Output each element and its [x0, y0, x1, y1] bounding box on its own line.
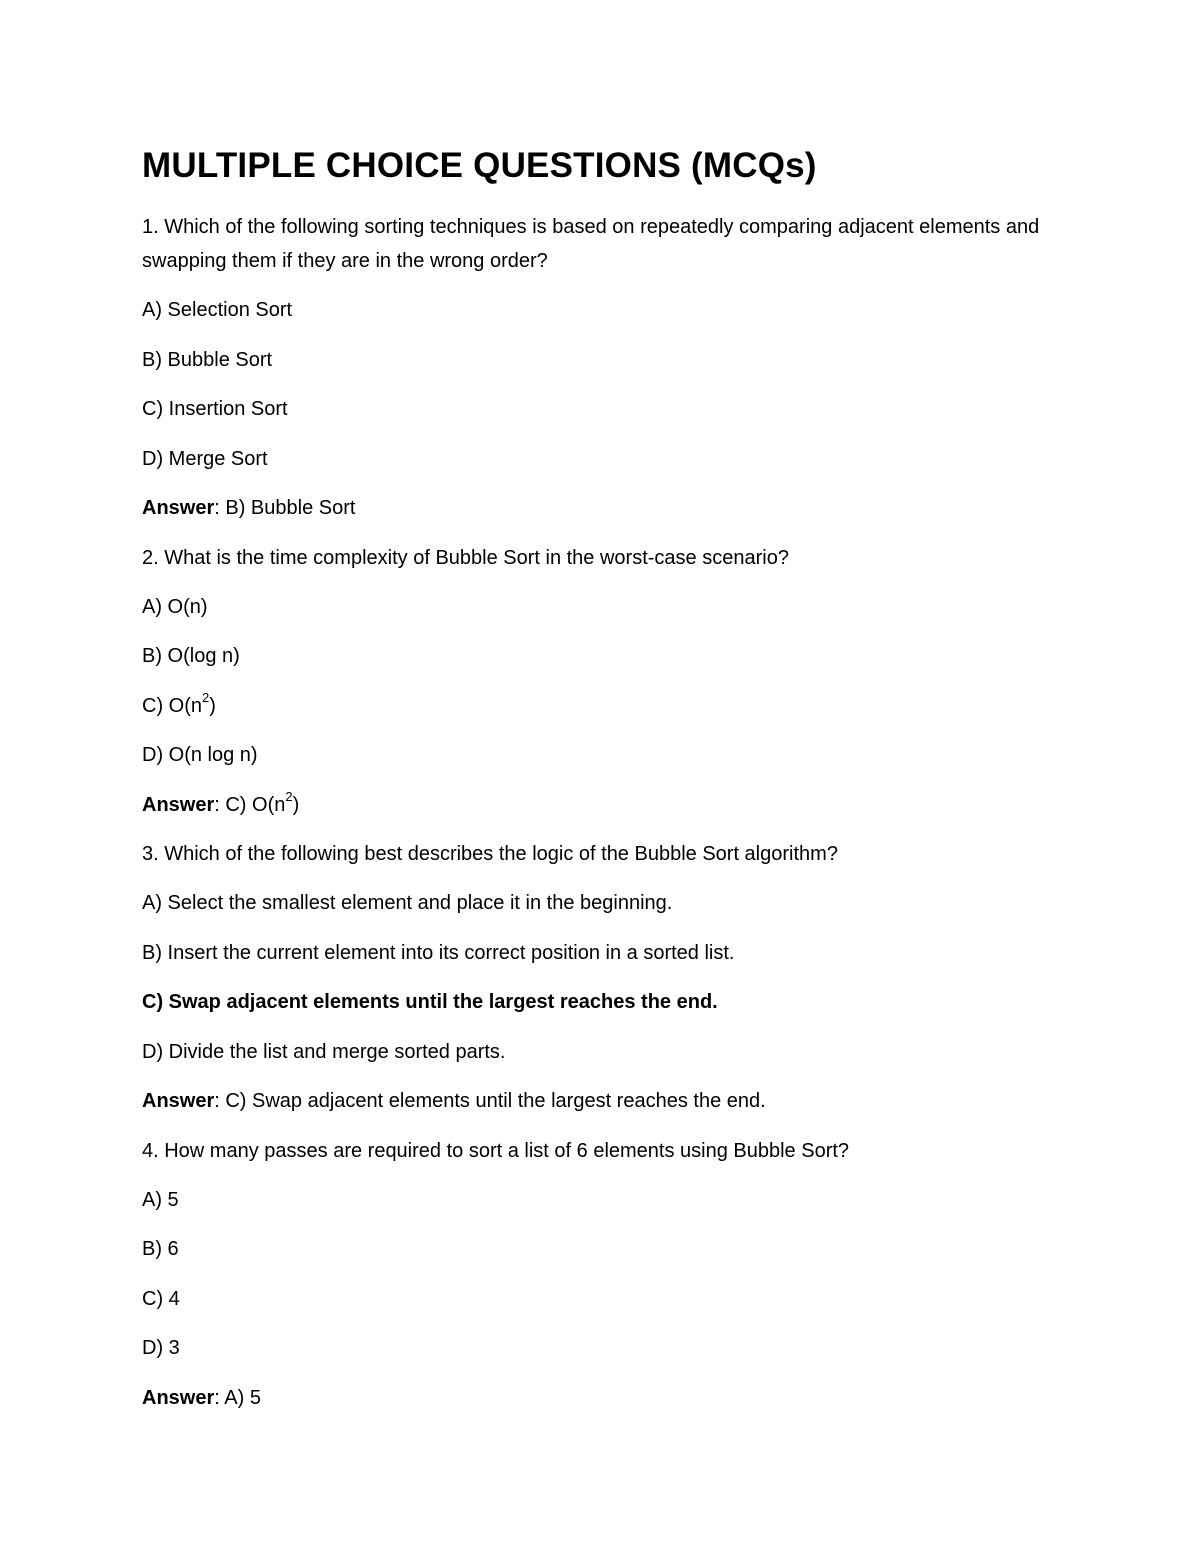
q4-option-d: D) 3: [142, 1337, 180, 1359]
question-4: 4. How many passes are required to sort a list of 6 elements using Bubble Sort?: [142, 1139, 850, 1162]
question-2: 2. What is the time complexity of Bubble Sort in the worst-case scenario?: [142, 546, 789, 569]
document-content: [142, 142, 1062, 1430]
q2-option-c: [142, 689, 1062, 723]
page-title: MULTIPLE CHOICE QUESTIONS (MCQs): [142, 146, 817, 185]
q4-answer-text: : A) 5: [214, 1386, 261, 1409]
q2-answer-prefix: : C) O(n: [214, 793, 286, 816]
q1-answer-text: : B) Bubble Sort: [214, 497, 356, 519]
q2-option-c-suffix: ): [209, 694, 216, 717]
q2-option-a: A) O(n): [142, 595, 208, 618]
answer-label: Answer: [142, 1090, 215, 1112]
answer-label: Answer: [142, 793, 215, 816]
q2-answer: [142, 788, 1062, 822]
answer-label: Answer: [142, 1386, 215, 1409]
q3-option-d: D) Divide the list and merge sorted parts.: [142, 1040, 506, 1063]
q4-option-b: B) 6: [142, 1238, 179, 1260]
q3-answer-text: : C) Swap adjacent elements until the largest reaches the end.: [214, 1090, 766, 1112]
q1-option-d: D) Merge Sort: [142, 447, 268, 470]
q1-option-b: B) Bubble Sort: [142, 348, 273, 371]
answer-label: Answer: [142, 497, 215, 519]
q2-answer-suffix: ): [292, 793, 300, 816]
q4-option-c: C) 4: [142, 1287, 180, 1310]
q3-option-c: C) Swap adjacent elements until the largest reaches the end.: [142, 991, 718, 1013]
q1-answer: [142, 491, 1062, 525]
q3-answer: [142, 1084, 1062, 1118]
q2-option-c-prefix: C) O(n: [142, 694, 202, 717]
q2-answer-exponent: 2: [285, 788, 293, 804]
q2-option-d: D) O(n log n): [142, 744, 258, 766]
q3-option-b: B) Insert the current element into its correct position in a sorted list.: [142, 941, 735, 964]
q3-option-a: A) Select the smallest element and place it in the beginning.: [142, 892, 673, 914]
q2-option-b: B) O(log n): [142, 645, 240, 667]
q4-option-a: A) 5: [142, 1188, 179, 1211]
q1-option-c: C) Insertion Sort: [142, 398, 288, 420]
q4-answer: [142, 1381, 1062, 1415]
question-3: 3. Which of the following best describes the logic of the Bubble Sort algorithm?: [142, 843, 838, 865]
q2-option-c-exponent: 2: [202, 689, 210, 705]
q1-option-a: A) Selection Sort: [142, 299, 293, 321]
question-1: 1. Which of the following sorting techniques is based on repeatedly comparing adjacent elements and swapping them if they are in the wrong order?: [142, 216, 1040, 272]
